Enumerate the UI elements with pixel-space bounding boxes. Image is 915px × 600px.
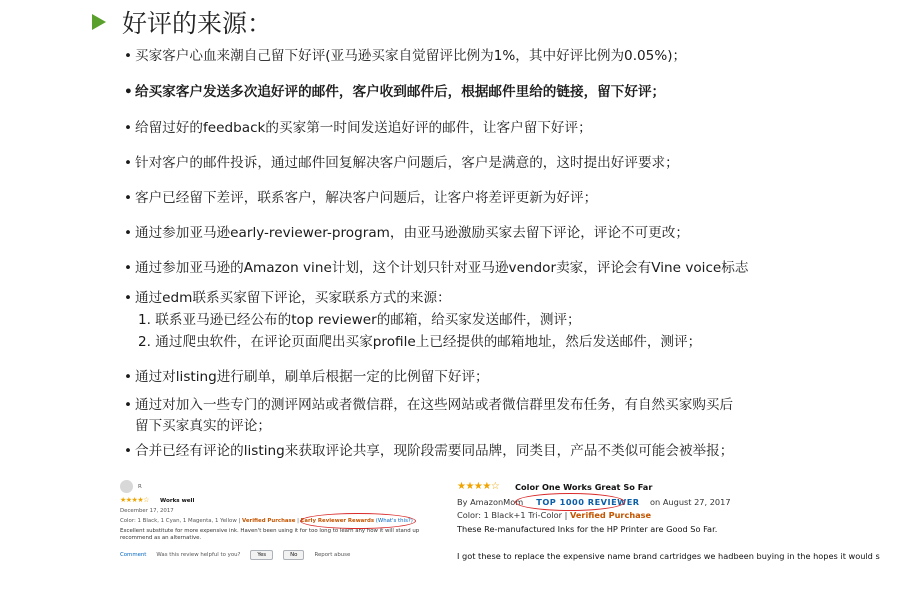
review-meta: Color: 1 Black, 1 Cyan, 1 Magenta, 1 Yellow | Verified Purchase | Early Reviewer Rewards (What's this?) <box>120 518 413 524</box>
review-screenshot-top-reviewer <box>457 481 880 567</box>
early-reviewer-badge: Early Reviewer Rewards <box>300 518 375 524</box>
bullet-item: • 合并已经有评论的listing来获取评论共享，现阶段需要同品牌，同类目，产品不类似可能会被举报； <box>124 443 734 459</box>
star-rating: ★★★★☆ <box>120 496 149 504</box>
review-headline: Color One Works Great So Far <box>515 482 653 492</box>
review-body: Excellent substitute for more expensive ink. Haven't been using it for too long to learn any how it will stand up recommend as an alternative. <box>120 528 420 541</box>
report-abuse-link[interactable]: Report abuse <box>314 552 351 558</box>
page-title: 好评的来源： <box>122 9 273 38</box>
avatar <box>120 480 133 493</box>
title-row <box>92 4 272 40</box>
bullet-item: • 通过edm联系买家留下评论，买家联系方式的来源： <box>124 290 451 306</box>
bullet-continuation: 留下买家真实的评论； <box>135 418 271 434</box>
bullet-item: • 通过参加亚马逊early-reviewer-program，由亚马逊激励买家去留下评论，评论不可更改； <box>124 225 689 241</box>
review-meta: Color: 1 Black+1 Tri-Color | Verified Purchase <box>457 510 652 520</box>
bullet-item-bold: • 给买家客户发送多次追好评的邮件，客户收到邮件后，根据邮件里给的链接，留下好评； <box>124 84 666 100</box>
review-date: December 17, 2017 <box>120 508 174 514</box>
review-body-line: These Re-manufactured Inks for the HP Printer are Good So Far. <box>457 524 718 534</box>
color-variant: Color: 1 Black+1 Tri-Color <box>457 510 562 520</box>
whats-this-link[interactable]: (What's this?) <box>375 518 413 524</box>
highlight-circle <box>300 513 416 529</box>
reviewer-name: R <box>138 484 142 490</box>
no-button[interactable]: No <box>283 550 304 560</box>
sub-item: 1. 联系亚马逊已经公布的top reviewer的邮箱，给买家发送邮件，测评； <box>138 312 581 328</box>
verified-badge: Verified Purchase <box>569 510 652 520</box>
review-headline: Works well <box>160 498 195 504</box>
review-date: on August 27, 2017 <box>650 497 731 507</box>
highlight-circle <box>515 493 625 511</box>
top-reviewer-badge: TOP 1000 REVIEWER <box>536 497 640 507</box>
bullet-item: • 买家客户心血来潮自己留下好评(亚马逊买家自觉留评比例为1%，其中好评比例为0.05%)； <box>124 48 687 64</box>
color-variant: Color: 1 Black, 1 Cyan, 1 Magenta, 1 Yellow <box>120 518 237 524</box>
review-body-line: I got these to replace the expensive name brand cartridges we hadbeen buying in the hopes it would s <box>457 551 880 561</box>
comment-link[interactable]: Comment <box>120 552 147 558</box>
star-rating: ★★★★☆ <box>457 481 500 492</box>
yes-button[interactable]: Yes <box>250 550 273 560</box>
bullet-item: • 通过对加入一些专门的测评网站或者微信群，在这些网站或者微信群里发布任务，有自然买家购买后 <box>124 397 734 413</box>
review-screenshot-early-reviewer <box>120 478 420 564</box>
sub-item: 2. 通过爬虫软件，在评论页面爬出买家profile上已经提供的邮箱地址，然后发送邮件，测评； <box>138 334 702 350</box>
bullet-item: • 通过对listing进行刷单，刷单后根据一定的比例留下好评； <box>124 369 489 385</box>
review-footer <box>120 550 350 560</box>
helpful-question: Was this review helpful to you? <box>156 552 241 558</box>
bullet-item: • 通过参加亚马逊的Amazon vine计划，这个计划只针对亚马逊vendor卖家，评论会有Vine voice标志 <box>124 260 749 276</box>
bullet-item: • 客户已经留下差评，联系客户，解决客户问题后，让客户将差评更新为好评； <box>124 190 598 206</box>
reviewer-name: By AmazonMom <box>457 497 524 507</box>
arrow-bullet-icon <box>92 14 106 30</box>
verified-badge: Verified Purchase <box>242 518 296 524</box>
bullet-item: • 针对客户的邮件投诉，通过邮件回复解决客户问题后，客户是满意的，这时提出好评要求； <box>124 155 679 171</box>
bullet-item: • 给留过好的feedback的买家第一时间发送追好评的邮件，让客户留下好评； <box>124 120 592 136</box>
